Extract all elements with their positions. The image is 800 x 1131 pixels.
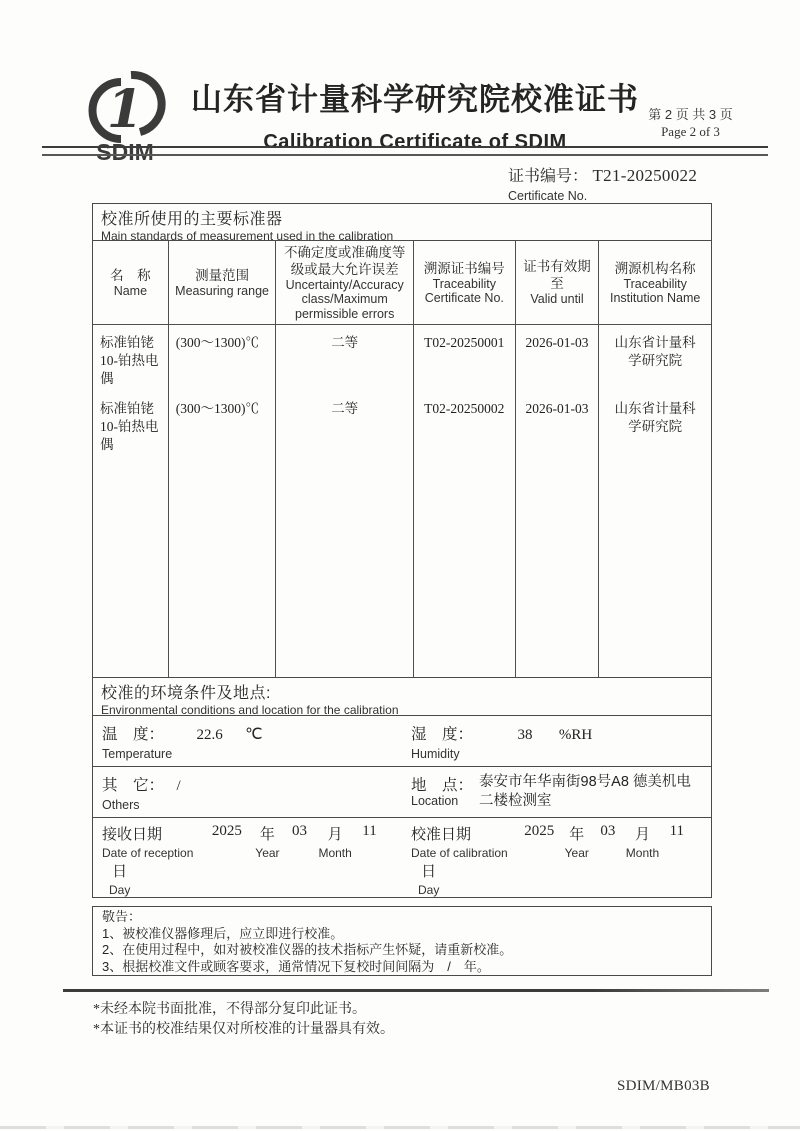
notice-title: 敬告： <box>102 909 142 924</box>
col-header-uncertainty: 不确定度或准确度等级或最大允许误差 Uncertainty/Accuracy class/Maximum permissible errors <box>276 241 414 325</box>
table-row-cell-institution: 山东省计量科学研究院 <box>614 335 696 368</box>
temperature-field <box>93 716 402 766</box>
certificate-number-label-en: Certificate No. <box>508 189 588 203</box>
reception-day-value: 11 <box>362 823 377 839</box>
table-row-cell-accuracy: 二等 <box>276 391 414 457</box>
scan-edge-artifact <box>0 1126 800 1129</box>
calibration-year-value: 2025 <box>524 823 555 839</box>
month-unit: 月 <box>634 826 650 843</box>
footer-divider <box>63 989 769 992</box>
month-unit-en: Month <box>625 846 660 860</box>
table-empty-cell <box>516 457 600 677</box>
reception-month-value: 03 <box>292 823 307 839</box>
header-divider <box>42 146 768 156</box>
others-location-row <box>93 767 711 818</box>
table-empty-cell <box>414 457 516 677</box>
footer-note: *未经本院书面批准，不得部分复印此证书。 <box>93 1002 366 1017</box>
notice-box <box>92 906 712 976</box>
year-unit: 年 <box>569 826 585 843</box>
col-header-institution: 溯源机构名称 Traceability Institution Name <box>599 241 711 325</box>
environment-section-title <box>93 678 711 716</box>
humidity-unit: %RH <box>558 726 593 743</box>
svg-text:1: 1 <box>106 79 144 140</box>
notice-item: 1、被校准仪器修理后，应立即进行校准。 <box>102 925 344 941</box>
document-title <box>180 74 650 154</box>
table-row-cell-name: 标准铂铑10-铂热电偶 <box>93 325 169 391</box>
table-row-cell-range: (300～1300)℃ <box>169 391 277 457</box>
table-row-cell-name: 标准铂铑10-铂热电偶 <box>93 391 169 457</box>
humidity-value: 38 <box>517 726 533 743</box>
reception-year-value: 2025 <box>211 823 242 839</box>
others-value: / <box>176 777 181 794</box>
temperature-label-zh: 温 度： <box>102 725 165 743</box>
calibration-label-en: Date of calibration <box>411 846 508 860</box>
day-unit-en: Day <box>109 883 131 897</box>
table-row-cell-institution: 山东省计量科学研究院 <box>614 401 696 434</box>
certificate-number <box>508 163 738 203</box>
location-value: 泰安市年华南街98号A8 德美机电二楼检测室 <box>479 773 691 809</box>
temperature-label-en: Temperature <box>102 746 173 761</box>
title-en: Calibration Certificate of SDIM <box>263 131 567 153</box>
page-indicator-zh: 第 2 页 共 3 页 <box>648 107 733 122</box>
standards-section-title <box>93 204 711 241</box>
location-field <box>402 767 711 817</box>
year-unit-en: Year <box>564 846 589 860</box>
table-empty-cell <box>276 457 414 677</box>
others-label-en: Others <box>102 797 140 812</box>
temperature-value: 22.6 <box>196 726 223 743</box>
humidity-field <box>402 716 711 766</box>
table-row-cell-cert-no: T02-20250002 <box>414 391 516 457</box>
temperature-humidity-row <box>93 716 711 767</box>
page-indicator <box>628 106 753 140</box>
table-row-cell-accuracy: 二等 <box>276 325 414 391</box>
calibration-month-value: 03 <box>600 823 616 839</box>
table-empty-cell <box>93 457 169 677</box>
certificate-number-value: T21-20250022 <box>592 166 698 185</box>
page-indicator-en: Page 2 of 3 <box>661 124 720 139</box>
col-header-valid-until: 证书有效期至 Valid until <box>516 241 600 325</box>
location-label-zh: 地 点： <box>411 776 474 794</box>
day-unit: 日 <box>112 863 128 880</box>
table-row-cell-valid-until: 2026-01-03 <box>516 325 600 391</box>
form-code: SDIM/MB03B <box>616 1078 710 1094</box>
col-header-traceability-cert: 溯源证书编号 Traceability Certificate No. <box>414 241 516 325</box>
reception-date-field <box>93 818 402 897</box>
table-row-cell-valid-until: 2026-01-03 <box>516 391 600 457</box>
humidity-label-en: Humidity <box>411 746 460 761</box>
environment-title-zh: 校准的环境条件及地点: <box>101 684 271 702</box>
year-unit: 年 <box>259 826 275 843</box>
table-row-cell-range: (300～1300)℃ <box>169 325 277 391</box>
day-unit: 日 <box>421 863 437 880</box>
main-content-box <box>92 203 712 898</box>
svg-text:SDIM: SDIM <box>96 139 154 165</box>
location-label-en: Location <box>411 793 459 808</box>
notice-item: 2、在使用过程中，如对被校准仪器的技术指标产生怀疑，请重新校准。 <box>102 942 513 957</box>
footer-notes <box>93 1000 394 1040</box>
reception-label-zh: 接收日期 <box>102 826 163 843</box>
table-empty-cell <box>599 457 711 677</box>
table-row-cell-cert-no: T02-20250001 <box>414 325 516 391</box>
year-unit-en: Year <box>255 846 280 860</box>
calibration-label-zh: 校准日期 <box>411 826 472 843</box>
reception-label-en: Date of reception <box>102 846 194 860</box>
month-unit: 月 <box>327 826 343 843</box>
calibration-day-value: 11 <box>669 823 685 839</box>
standards-title-en: Main standards of measurement used in the calibration <box>101 229 394 243</box>
day-unit-en: Day <box>418 883 440 897</box>
footer-note: *本证书的校准结果仅对所校准的计量器具有效。 <box>93 1022 394 1037</box>
standards-table <box>93 241 711 678</box>
others-label-zh: 其 它： <box>102 776 165 794</box>
title-zh: 山东省计量科学研究院校准证书 <box>191 82 639 117</box>
environment-title-en: Environmental conditions and location for the calibration <box>101 702 399 717</box>
calibration-date-field <box>402 818 711 897</box>
dates-row <box>93 818 711 897</box>
temperature-unit: ℃ <box>245 725 263 743</box>
certificate-number-label-zh: 证书编号： <box>508 168 589 185</box>
notice-item: 3、根据校准文件或顾客要求，通常情况下复校时间间隔为 / 年。 <box>102 958 490 974</box>
col-header-range: 测量范围 Measuring range <box>169 241 277 325</box>
humidity-label-zh: 湿 度： <box>411 725 474 743</box>
table-empty-cell <box>169 457 277 677</box>
others-field <box>93 767 402 817</box>
col-header-name: 名 称 Name <box>93 241 169 325</box>
standards-title-zh: 校准所使用的主要标准器 <box>101 211 283 228</box>
month-unit-en: Month <box>318 846 352 860</box>
